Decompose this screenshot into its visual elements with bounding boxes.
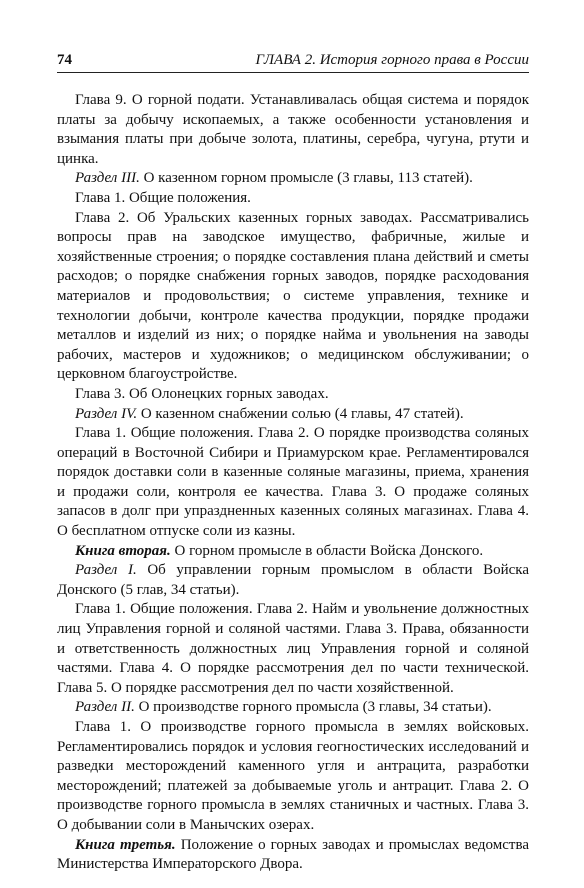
paragraph-text: Глава 1. Общие положения. Глава 2. Найм и увольнение должностных лиц Управления горной и соляной частями. Глава 3. Права, обязанности и ответственность должностных лиц Управления горной и соляной частями. Глава 4. О порядке рассмотрения дел по части технической. Глава 5. О порядке рассмотрения дел по части хозяйственной. bbox=[57, 601, 529, 696]
paragraph bbox=[57, 385, 529, 405]
page-number: 74 bbox=[57, 52, 72, 68]
paragraph bbox=[57, 836, 529, 875]
paragraph-lead: Раздел I. bbox=[75, 562, 137, 579]
paragraph-lead: Книга третья. bbox=[75, 836, 176, 853]
paragraph bbox=[57, 542, 529, 562]
paragraph-lead: Раздел III. bbox=[75, 170, 140, 187]
paragraph-text: О казенном горном промысле (3 главы, 113 статей). bbox=[139, 170, 473, 187]
paragraph bbox=[57, 189, 529, 209]
paragraph-lead: Раздел II. bbox=[75, 699, 135, 716]
paragraph bbox=[57, 698, 529, 718]
paragraph-text: О горном промысле в области Войска Донского. bbox=[170, 542, 484, 559]
paragraph bbox=[57, 561, 529, 600]
page-header bbox=[57, 52, 529, 72]
paragraph-text: Глава 1. О производстве горного промысла в землях войсковых. Регламентировались порядок и условия геогностических исследований и разведки месторождений каменного угля и антрацита, разработки месторождений; платежей за добываемые уголь и антрацит. Глава 2. О производстве горного промысла в землях станичных и частных. Глава 3. О добывании соли в Манычских озерах. bbox=[57, 719, 529, 833]
header-rule bbox=[57, 72, 529, 73]
paragraph-lead: Книга вторая. bbox=[75, 542, 171, 559]
page-body bbox=[57, 91, 529, 875]
paragraph-text: Об управлении горным промыслом в области Войска Донского (5 глав, 34 статьи). bbox=[57, 562, 529, 598]
paragraph bbox=[57, 91, 529, 169]
paragraph-text: О производстве горного промысла (3 главы, 34 статьи). bbox=[134, 699, 492, 716]
paragraph-text: О казенном снабжении солью (4 главы, 47 статей). bbox=[137, 405, 464, 422]
paragraph-text: Положение о горных заводах и промыслах ведомства Министерства Императорского Двора. bbox=[57, 836, 530, 873]
paragraph-text: Глава 3. Об Олонецких горных заводах. bbox=[75, 385, 329, 402]
paragraph bbox=[57, 405, 529, 425]
running-title: ГЛАВА 2. История горного права в России bbox=[255, 52, 529, 68]
paragraph-text: Глава 2. Об Уральских казенных горных заводах. Рассматривались вопросы прав на заводское имущество, фабричные, жилые и хозяйственные строения; о порядке составления плана действий и сметы расходов; о порядке снабжения горных заводов, порядке расходования материалов и продовольствия; о системе управления, технике и технологии добычи, контроле качества продукции, порядке продажи металлов и изделий из них; о порядке найма и увольнения на заводы рабочих, мастеров и художников; о медицинском обслуживании; о церковном благоустройстве. bbox=[57, 209, 529, 383]
paragraph-text: Глава 1. Общие положения. Глава 2. О порядке производства соляных операций в Восточной Сибири и Приамурском крае. Регламентировался порядок доставки соли в казенные соляные магазины, приема, хранения и продажи соли, контроля ее качества. Глава 3. О продаже соляных запасов в долг при упраздненных казенных соляных магазинах. Глава 4. О бесплатном отпуске соли из казны. bbox=[57, 425, 529, 540]
paragraph bbox=[57, 209, 529, 385]
paragraph bbox=[57, 424, 529, 542]
paragraph-lead: Раздел IV. bbox=[75, 405, 138, 422]
paragraph bbox=[57, 600, 529, 698]
paragraph bbox=[57, 169, 529, 189]
paragraph bbox=[57, 718, 529, 836]
paragraph-text: Глава 1. Общие положения. bbox=[75, 189, 251, 206]
paragraph-text: Глава 9. О горной подати. Устанавливалась общая система и порядок платы за добычу ископаемых, а также особенности установления и взымания платы при добыче золота, платины, серебра, чугуна, ртути и цинка. bbox=[57, 92, 529, 167]
